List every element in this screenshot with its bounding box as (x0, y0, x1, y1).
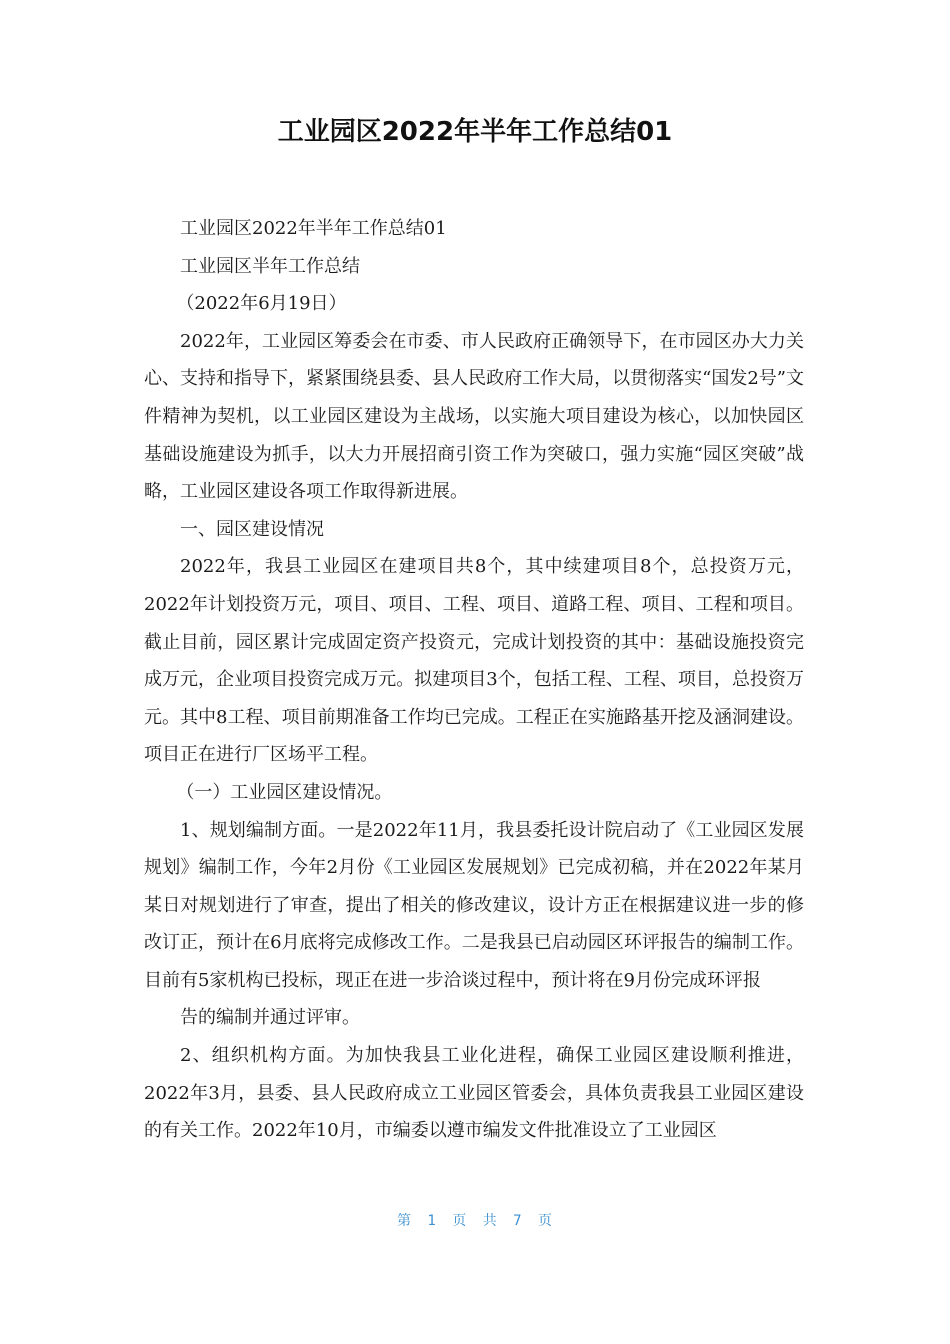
section-heading-1: 一、园区建设情况 (180, 518, 324, 540)
paragraph-planning: 1、规划编制方面。一是2022年11月，我县委托设计院启动了《工业园区发展规划》编制工作，今年2月份《工业园区发展规划》已完成初稿，并在2022年某月某日对规划进行了审查，提出了相关的修改建议，设计方正在根据建议进一步的修改订正，预计在6月底将完成修改工作。二是我县已启动园区环评报告的编制工作。目前有5家机构已投标，现正在进一步洽谈过程中，预计将在9月份完成环评报 (144, 819, 804, 991)
document-title: 工业园区2022年半年工作总结01 (277, 117, 673, 147)
paragraph-intro: 2022年，工业园区筹委会在市委、市人民政府正确领导下，在市园区办大力关心、支持和指导下，紧紧围绕县委、县人民政府工作大局，以贯彻落实“国发2号”文件精神为契机，以工业园区建设为主战场，以实施大项目建设为核心，以加快园区基础设施建设为抓手，以大力开展招商引资工作为突破口，强力实施“园区突破”战略，工业园区建设各项工作取得新进展。 (144, 330, 804, 503)
paragraph-planning-cont: 告的编制并通过评审。 (180, 1007, 360, 1029)
paragraph-date: （2022年6月19日） (176, 293, 347, 315)
subsection-heading-1: （一）工业园区建设情况。 (176, 781, 393, 803)
paragraph-subtitle: 工业园区2022年半年工作总结01 (180, 218, 447, 239)
paragraph-organization: 2、组织机构方面。为加快我县工业化进程，确保工业园区建设顺利推进，2022年3月，县委、县人民政府成立工业园区管委会，具体负责我县工业园区建设的有关工作。2022年10月，市编委以遵市编发文件批准设立了工业园区 (144, 1045, 804, 1142)
document-body (144, 210, 804, 1150)
page-number-footer: 第 1 页 共 7 页 (396, 1213, 553, 1229)
paragraph-heading: 工业园区半年工作总结 (180, 255, 360, 277)
paragraph-projects: 2022年，我县工业园区在建项目共8个，其中续建项目8个，总投资万元，2022年计划投资万元，项目、项目、工程、项目、道路工程、项目、工程和项目。截止目前，园区累计完成固定资产投资元，完成计划投资的其中：基础设施投资完成万元，企业项目投资完成万元。拟建项目3个，包括工程、工程、项目，总投资万元。其中8工程、项目前期准备工作均已完成。工程正在实施路基开挖及涵洞建设。项目正在进行厂区场平工程。 (144, 556, 804, 766)
